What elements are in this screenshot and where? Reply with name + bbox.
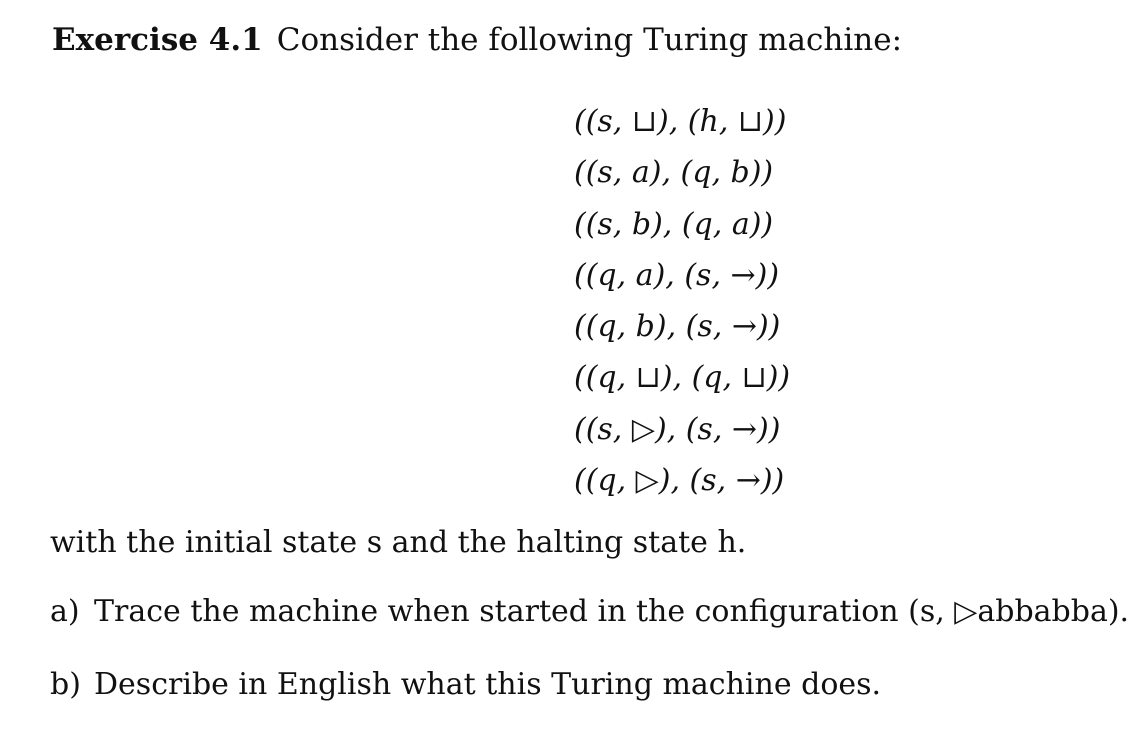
- machine-description: with the initial state s and the halting state h.: [50, 525, 747, 560]
- rule-text: ((s, ▷), (s, →)): [574, 411, 781, 447]
- exercise-label: Exercise 4.1: [52, 22, 263, 58]
- transition-rule: [574, 301, 790, 352]
- rule-text: ((s, b), (q, a)): [574, 206, 774, 242]
- question-a-label: a): [50, 594, 80, 629]
- exercise-intro: Consider the following Turing machine:: [276, 22, 903, 58]
- transition-rule: [574, 352, 790, 403]
- transition-rule: [574, 199, 790, 250]
- question-b-text: Describe in English what this Turing machine does.: [94, 667, 882, 702]
- rule-text: ((q, ▷), (s, →)): [574, 463, 785, 499]
- rule-text: ((s, ⊔), (h, ⊔)): [574, 104, 787, 139]
- question-b-label: b): [50, 667, 81, 702]
- transition-rule: [574, 147, 790, 198]
- rule-text: ((q, a), (s, →)): [574, 257, 780, 293]
- transition-rules: [574, 96, 790, 506]
- rule-text: ((s, a), (q, b)): [574, 155, 774, 191]
- rule-text: ((q, b), (s, →)): [574, 309, 781, 345]
- transition-rule: [574, 455, 790, 506]
- question-b: [50, 663, 881, 707]
- exercise-heading: [52, 18, 902, 62]
- rule-text: ((q, ⊔), (q, ⊔)): [574, 360, 791, 396]
- question-a: [50, 590, 1129, 634]
- transition-rule: [574, 404, 790, 455]
- transition-rule: [574, 250, 790, 301]
- transition-rule: [574, 96, 790, 147]
- question-a-text: Trace the machine when started in the configuration (s, ▷abbabba).: [94, 594, 1130, 629]
